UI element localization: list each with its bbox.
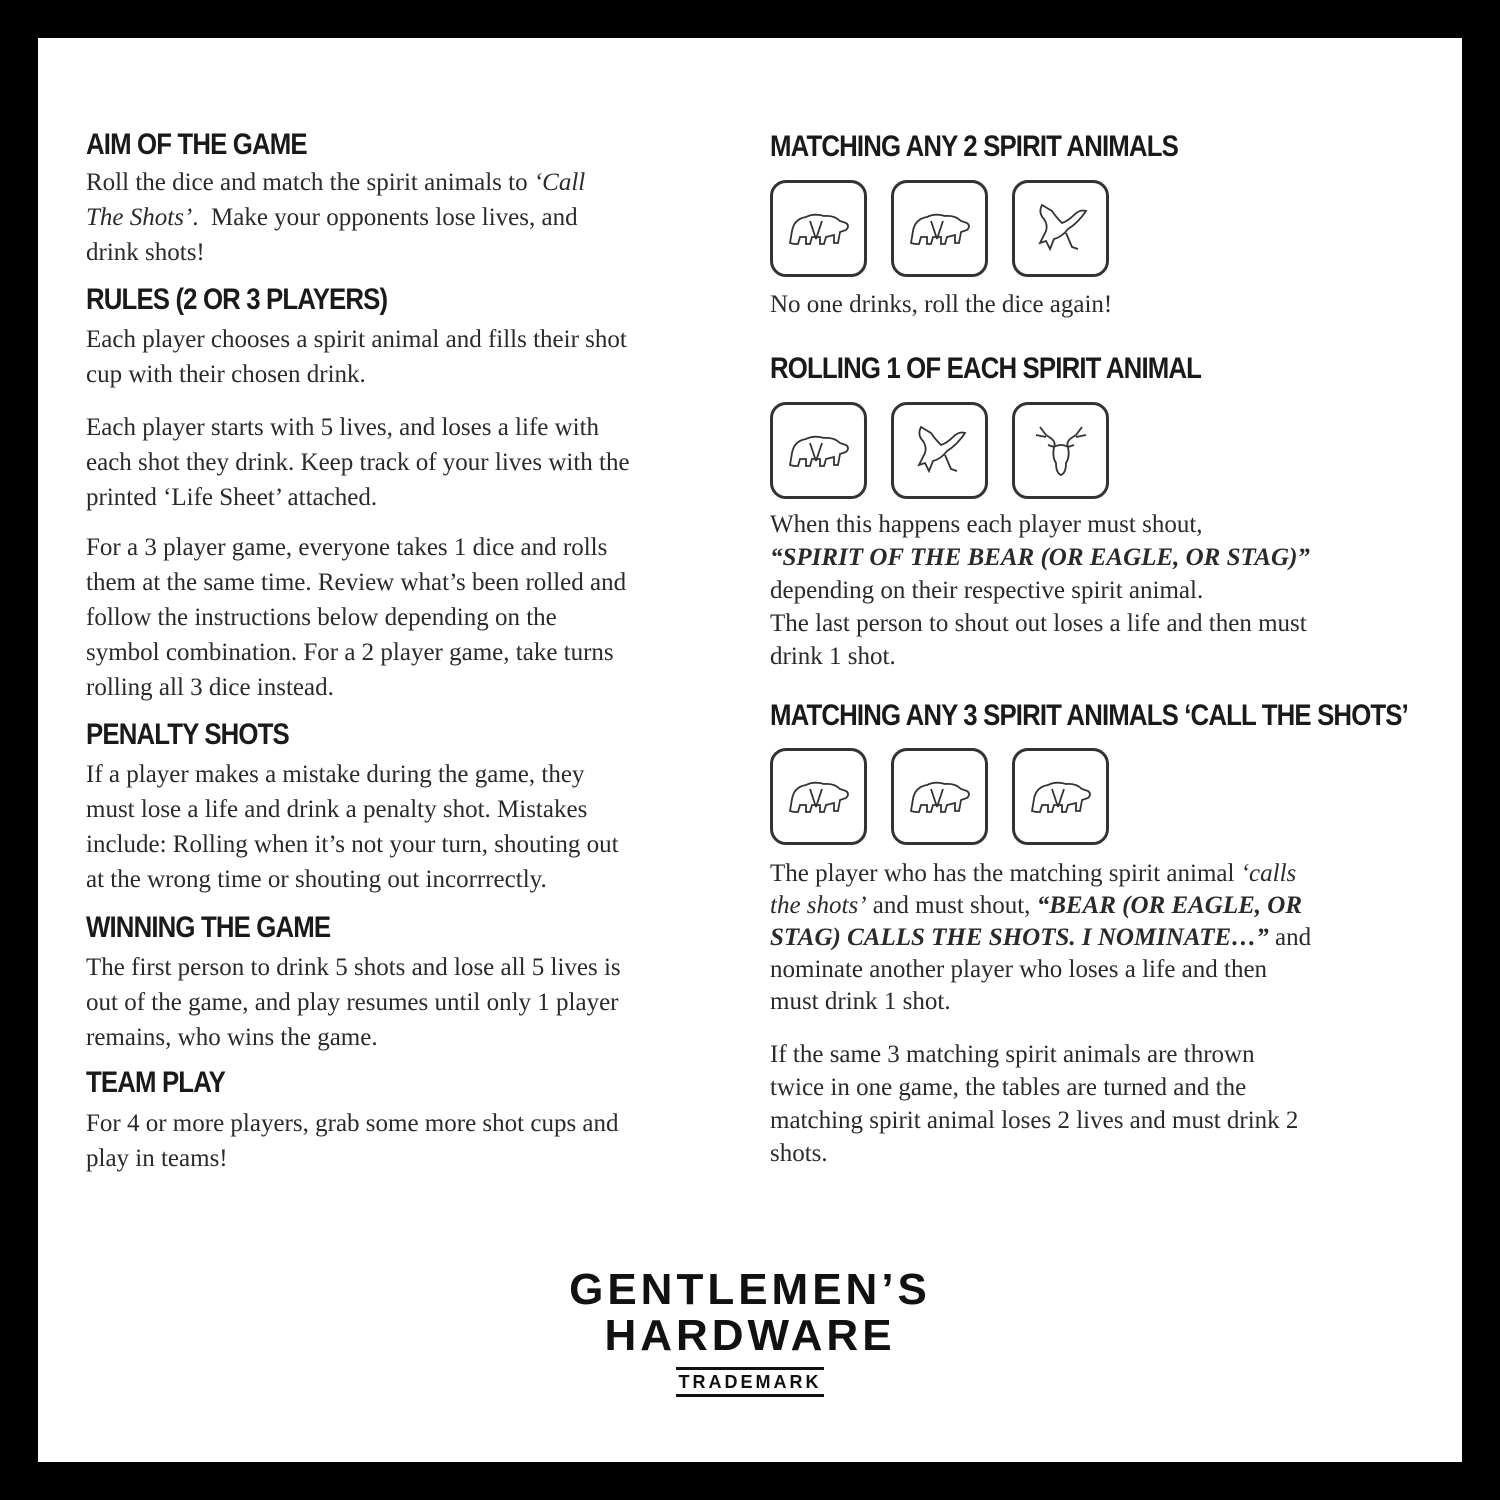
paragraph (770, 858, 1450, 1018)
text-segment: printed ‘Life Sheet’ attached. (86, 484, 378, 511)
heading-text: MATCHING ANY 3 SPIRIT ANIMALS ‘CALL THE SHOTS’ (770, 699, 1408, 732)
text-segment: drink shots! (86, 239, 205, 266)
text-segment: drink 1 shot. (770, 643, 896, 670)
text-segment: For a 3 player game, everyone takes 1 dice and rolls (86, 534, 608, 561)
text-line (770, 607, 1450, 640)
text-segment: the shots’ (770, 892, 867, 919)
instruction-sheet (38, 38, 1462, 1462)
text-segment: Each player chooses a spirit animal and fills their shot (86, 326, 627, 353)
text-line (86, 600, 750, 635)
text-segment: shots. (770, 1140, 828, 1167)
text-segment: rolling all 3 dice instead. (86, 674, 334, 701)
text-segment: Roll the dice and match the spirit animals to (86, 169, 534, 196)
text-segment: must drink 1 shot. (770, 988, 951, 1015)
heading-text: WINNING THE GAME (86, 911, 331, 944)
paragraph (86, 757, 750, 897)
section-heading (770, 130, 1450, 164)
paragraph (770, 508, 1450, 673)
dice-row (770, 402, 1109, 499)
section-heading (770, 699, 1450, 733)
logo-line-2: HARDWARE (604, 1311, 896, 1360)
text-segment: them at the same time. Review what’s been rolled and (86, 569, 627, 596)
heading-text: MATCHING ANY 2 SPIRIT ANIMALS (770, 130, 1178, 163)
text-segment: No one drinks, roll the dice again! (770, 291, 1113, 318)
text-segment: ‘Call (533, 169, 586, 196)
paragraph (86, 950, 750, 1055)
text-segment: each shot they drink. Keep track of your lives with the (86, 449, 630, 476)
text-line (86, 792, 750, 827)
section-heading (770, 352, 1450, 386)
text-line (86, 410, 750, 445)
bear-die-icon (770, 402, 867, 499)
text-line (770, 287, 1450, 322)
text-segment: . Make your opponents lose lives, and (192, 204, 578, 231)
paragraph (86, 322, 750, 392)
heading-text: AIM OF THE GAME (86, 128, 307, 161)
text-segment: When this happens each player must shout, (770, 511, 1203, 538)
bear-die-icon (891, 180, 988, 277)
logo-line-1: GENTLEMEN’S (569, 1265, 931, 1314)
section-heading (86, 283, 750, 317)
text-segment: The player who has the matching spirit animal (770, 860, 1241, 887)
text-line (86, 950, 750, 985)
text-segment: The last person to shout out loses a life and then must (770, 610, 1307, 637)
text-line (86, 235, 750, 270)
text-line (770, 1071, 1450, 1104)
text-segment: remains, who wins the game. (86, 1024, 378, 1051)
heading-text: PENALTY SHOTS (86, 718, 289, 751)
section-heading (86, 128, 750, 162)
text-line (86, 1106, 750, 1141)
text-line (86, 445, 750, 480)
section-heading (86, 1066, 750, 1100)
paragraph (86, 1106, 750, 1176)
text-segment: The first person to drink 5 shots and lose all 5 lives is (86, 954, 621, 981)
heading-text: RULES (2 OR 3 PLAYERS) (86, 283, 388, 316)
text-line (86, 565, 750, 600)
paragraph (770, 287, 1450, 322)
text-segment: follow the instructions below depending on the (86, 604, 557, 631)
eagle-die-icon (1012, 180, 1109, 277)
text-segment: “SPIRIT OF THE BEAR (OR EAGLE, OR STAG)” (770, 544, 1310, 571)
bear-die-icon (1012, 748, 1109, 845)
bear-die-icon (770, 180, 867, 277)
text-segment: “BEAR (OR EAGLE, OR (1036, 892, 1303, 919)
text-segment: matching spirit animal loses 2 lives and must drink 2 (770, 1107, 1299, 1134)
text-segment: If the same 3 matching spirit animals are thrown (770, 1041, 1255, 1068)
dice-row (770, 748, 1109, 845)
text-segment: and must shout, (866, 892, 1037, 919)
text-line (86, 827, 750, 862)
text-segment: must lose a life and drink a penalty shot. Mistakes (86, 796, 588, 823)
text-segment: play in teams! (86, 1145, 228, 1172)
text-line (86, 1141, 750, 1176)
paragraph (770, 1038, 1450, 1170)
text-line (86, 357, 750, 392)
text-line (770, 858, 1450, 890)
text-segment: The Shots’ (86, 204, 193, 231)
dice-row (770, 180, 1109, 277)
text-line (86, 322, 750, 357)
logo-trademark: TRADEMARK (676, 1367, 824, 1397)
text-segment: out of the game, and play resumes until only 1 player (86, 989, 619, 1016)
text-line (86, 1020, 750, 1055)
text-line (770, 922, 1450, 954)
text-line (770, 890, 1450, 922)
section-heading (86, 718, 750, 752)
text-line (770, 1104, 1450, 1137)
text-segment: STAG) CALLS THE SHOTS. I NOMINATE…” (770, 924, 1269, 951)
stag-die-icon (1012, 402, 1109, 499)
text-line (770, 986, 1450, 1018)
text-line (86, 985, 750, 1020)
text-line (770, 574, 1450, 607)
paragraph (86, 530, 750, 705)
text-segment: nominate another player who loses a life and then (770, 956, 1268, 983)
text-segment: symbol combination. For a 2 player game, take turns (86, 639, 614, 666)
text-line (770, 541, 1450, 574)
heading-text: TEAM PLAY (86, 1066, 225, 1099)
text-segment: ‘calls (1240, 860, 1297, 887)
text-line (770, 640, 1450, 673)
text-segment: If a player makes a mistake during the game, they (86, 761, 585, 788)
text-line (86, 635, 750, 670)
text-line (770, 508, 1450, 541)
text-segment: twice in one game, the tables are turned and the (770, 1074, 1247, 1101)
text-line (86, 480, 750, 515)
eagle-die-icon (891, 402, 988, 499)
text-segment: For 4 or more players, grab some more shot cups and (86, 1110, 619, 1137)
text-segment: cup with their chosen drink. (86, 361, 366, 388)
text-line (770, 954, 1450, 986)
paragraph (86, 410, 750, 515)
text-line (86, 200, 750, 235)
bear-die-icon (891, 748, 988, 845)
text-segment: depending on their respective spirit animal. (770, 577, 1204, 604)
text-segment: include: Rolling when it’s not your turn, shouting out (86, 831, 619, 858)
text-line (770, 1038, 1450, 1071)
text-line (86, 757, 750, 792)
text-line (86, 165, 750, 200)
text-line (86, 530, 750, 565)
bear-die-icon (770, 748, 867, 845)
text-line (86, 670, 750, 705)
paragraph (86, 165, 750, 270)
section-heading (86, 911, 750, 945)
text-segment: and (1268, 924, 1312, 951)
text-segment: at the wrong time or shouting out incorrrectly. (86, 866, 547, 893)
text-line (770, 1137, 1450, 1170)
text-segment: Each player starts with 5 lives, and loses a life with (86, 414, 600, 441)
heading-text: ROLLING 1 OF EACH SPIRIT ANIMAL (770, 352, 1202, 385)
text-line (86, 862, 750, 897)
